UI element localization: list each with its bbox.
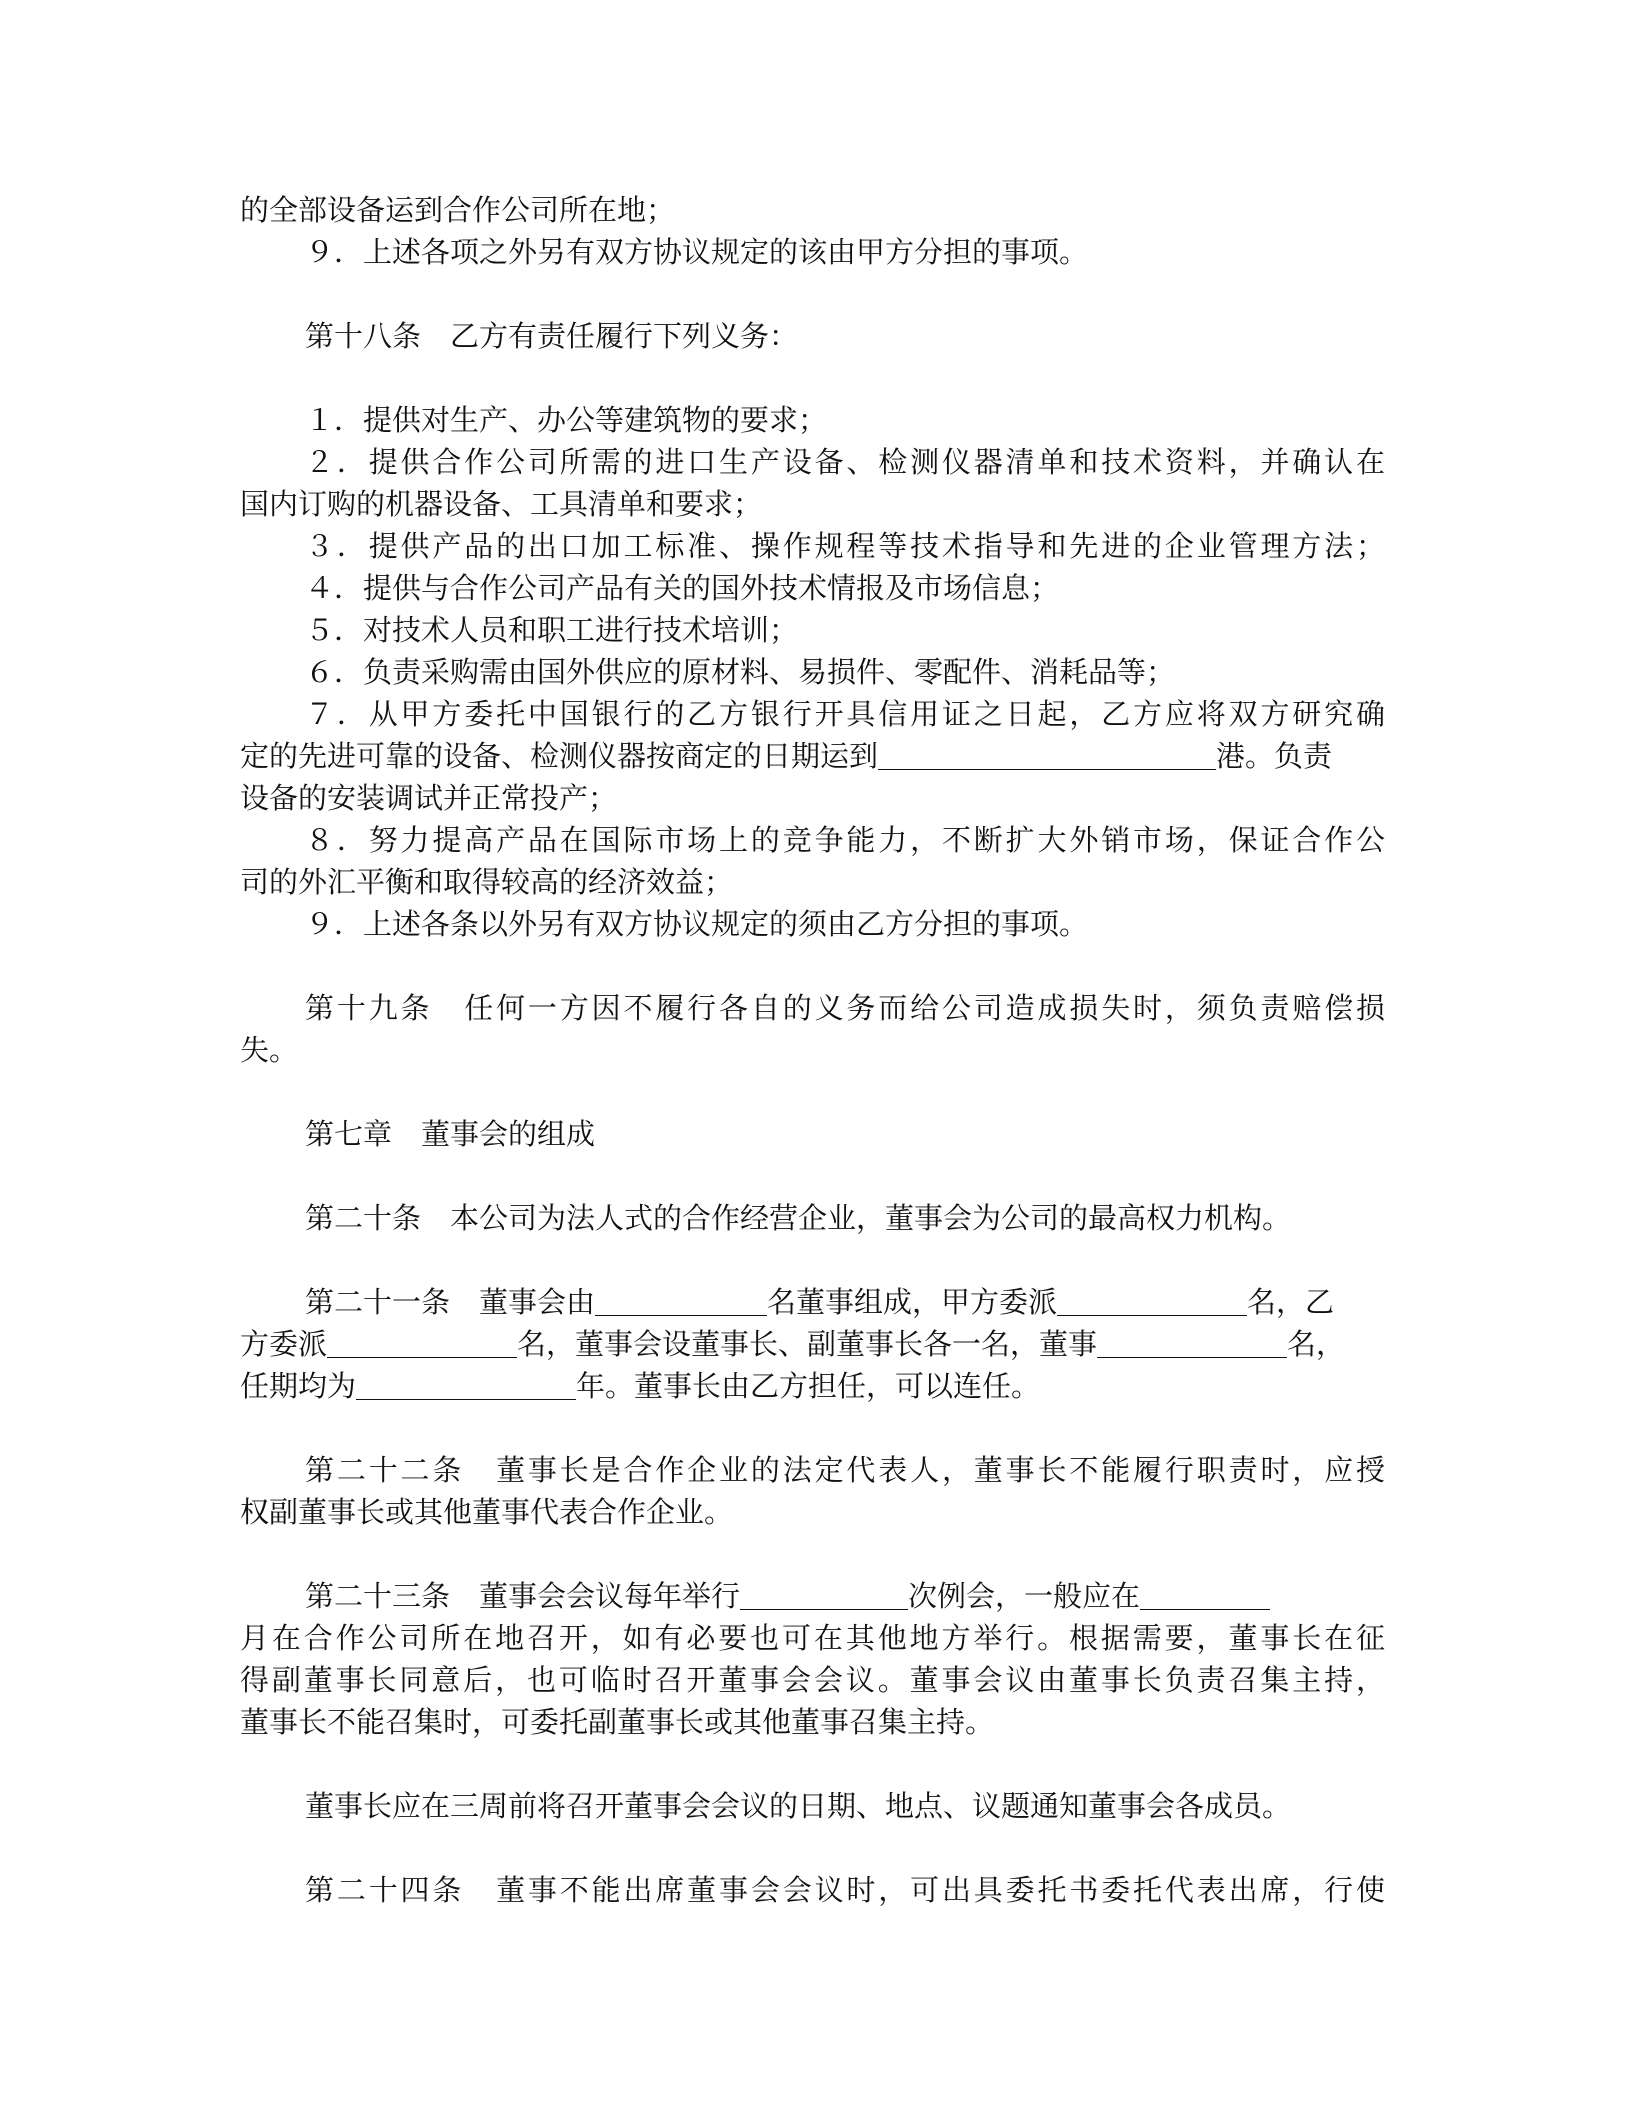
article-heading: 第十八条 乙方有责任履行下列义务： <box>305 319 799 353</box>
text-segment: 定的先进可靠的设备、检测仪器按商定的日期运到 <box>240 739 879 773</box>
text-line: ６．负责采购需由国外供应的原材料、易损件、零配件、消耗品等； <box>305 655 1176 689</box>
article-text: 第二十四条 董事不能出席董事会会议时，可出具委托书委托代表出席，行使 <box>305 1873 1385 1907</box>
fill-in-blank <box>878 737 1216 770</box>
text-line <box>240 735 1385 777</box>
text-line: ７．从甲方委托中国银行的乙方银行开具信用证之日起，乙方应将双方研究确 <box>305 697 1385 731</box>
text-line: 的全部设备运到合作公司所在地； <box>240 193 676 227</box>
text-line: 董事长应在三周前将召开董事会会议的日期、地点、议题通知董事会各成员。 <box>305 1789 1292 1823</box>
text-line: 失。 <box>240 1033 299 1067</box>
article-text: 第二十二条 董事长是合作企业的法定代表人，董事长不能履行职责时，应授 <box>305 1453 1385 1487</box>
text-line: ９．上述各项之外另有双方协议规定的该由甲方分担的事项。 <box>305 235 1089 269</box>
text-segment: 港。负责 <box>1216 739 1333 773</box>
text-segment: 名，乙 <box>1247 1285 1335 1319</box>
text-segment: 任期均为 <box>240 1369 357 1403</box>
text-line: ４．提供与合作公司产品有关的国外技术情报及市场信息； <box>305 571 1060 605</box>
fill-in-blank <box>327 1325 517 1358</box>
fill-in-blank <box>1097 1325 1287 1358</box>
fill-in-blank <box>1057 1283 1247 1316</box>
text-line <box>240 1365 1385 1407</box>
text-segment: 年。董事长由乙方担任，可以连任。 <box>576 1369 1041 1403</box>
text-line: ２．提供合作公司所需的进口生产设备、检测仪器清单和技术资料，并确认在 <box>305 445 1385 479</box>
article-text <box>240 1281 1385 1323</box>
fill-in-blank <box>740 1577 908 1610</box>
text-line: ５．对技术人员和职工进行技术培训； <box>305 613 799 647</box>
text-segment: 名董事组成，甲方委派 <box>767 1285 1058 1319</box>
text-line: １．提供对生产、办公等建筑物的要求； <box>305 403 828 437</box>
text-line: 司的外汇平衡和取得较高的经济效益； <box>240 865 734 899</box>
article-text <box>240 1575 1385 1617</box>
text-line: 得副董事长同意后，也可临时召开董事会会议。董事会议由董事长负责召集主持， <box>240 1663 1385 1697</box>
text-line: 董事长不能召集时，可委托副董事长或其他董事召集主持。 <box>240 1705 995 1739</box>
text-segment: 次例会，一般应在 <box>908 1579 1141 1613</box>
text-line: 设备的安装调试并正常投产； <box>240 781 618 815</box>
text-line: 权副董事长或其他董事代表合作企业。 <box>240 1495 734 1529</box>
fill-in-blank <box>595 1283 767 1316</box>
text-segment: 名，董事会设董事长、副董事长各一名，董事 <box>517 1327 1098 1361</box>
text-segment: 方委派 <box>240 1327 328 1361</box>
article-text: 第十九条 任何一方因不履行各自的义务而给公司造成损失时，须负责赔偿损 <box>305 991 1385 1025</box>
text-line: ８．努力提高产品在国际市场上的竞争能力，不断扩大外销市场，保证合作公 <box>305 823 1385 857</box>
text-line: 国内订购的机器设备、工具清单和要求； <box>240 487 763 521</box>
chapter-heading: 第七章 董事会的组成 <box>305 1117 596 1151</box>
text-line: 月在合作公司所在地召开，如有必要也可在其他地方举行。根据需要，董事长在征 <box>240 1621 1385 1655</box>
article-text: 第二十条 本公司为法人式的合作经营企业，董事会为公司的最高权力机构。 <box>305 1201 1292 1235</box>
text-segment: 名， <box>1287 1327 1346 1361</box>
document-page <box>240 189 1385 1911</box>
text-segment: 第二十三条 董事会会议每年举行 <box>305 1579 741 1613</box>
text-line <box>240 1323 1385 1365</box>
text-line: ９．上述各条以外另有双方协议规定的须由乙方分担的事项。 <box>305 907 1089 941</box>
fill-in-blank <box>1140 1577 1270 1610</box>
text-line: ３．提供产品的出口加工标准、操作规程等技术指导和先进的企业管理方法； <box>305 529 1385 563</box>
text-segment: 第二十一条 董事会由 <box>305 1285 596 1319</box>
fill-in-blank <box>356 1367 576 1400</box>
